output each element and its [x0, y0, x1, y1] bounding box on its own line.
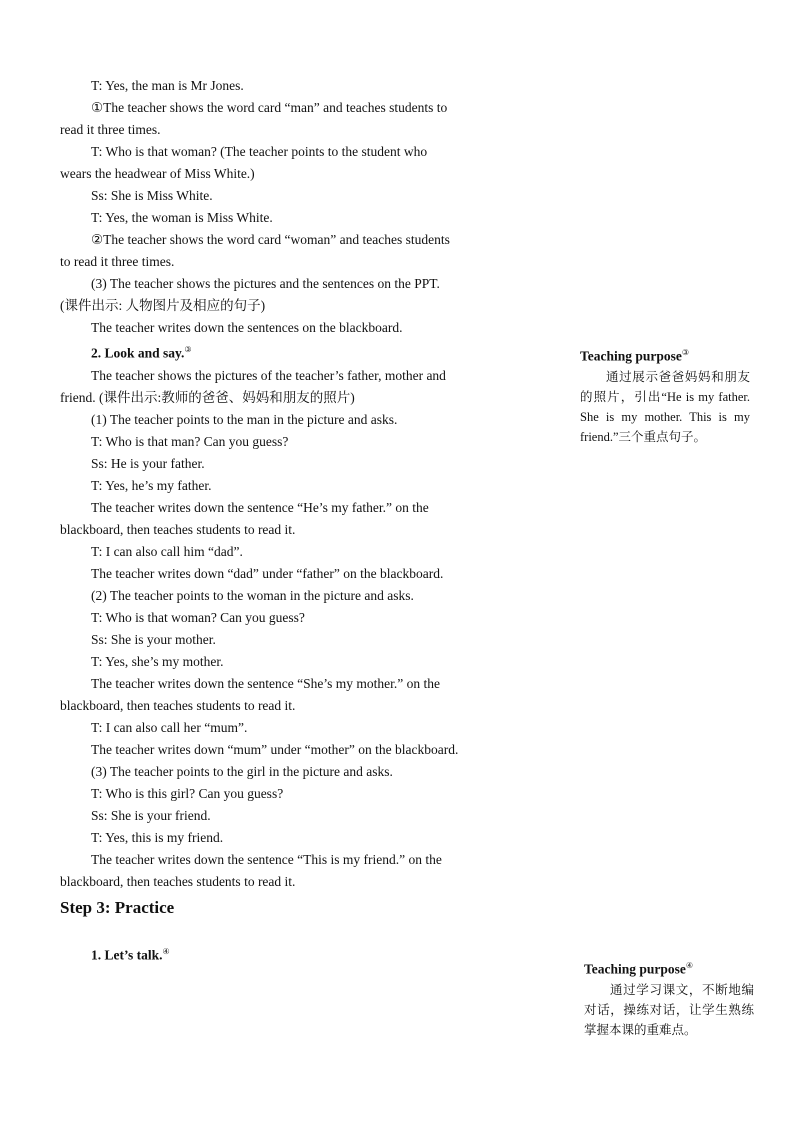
footnote-marker: ④	[162, 946, 170, 956]
note-marker: ④	[685, 961, 694, 970]
body-line: (2) The teacher points to the woman in the picture and asks.	[91, 587, 414, 603]
body-line: to read it three times.	[60, 254, 175, 269]
body-line: T: I can also call him “dad”.	[91, 543, 243, 559]
body-line: The teacher writes down “dad” under “father” on the blackboard.	[91, 565, 444, 581]
body-line: (3) The teacher points to the girl in the picture and asks.	[91, 763, 393, 779]
lesson-body	[60, 75, 528, 966]
note-title: Teaching purpose④	[584, 961, 694, 977]
body-line: The teacher writes down the sentences on the blackboard.	[91, 320, 403, 335]
body-line: Ss: She is Miss White.	[91, 188, 213, 203]
body-line: read it three times.	[60, 122, 161, 137]
subsection-heading: 1. Let’s talk.④	[91, 946, 170, 962]
body-line: blackboard, then teaches students to read it.	[60, 873, 296, 889]
body-line: T: Who is that woman? (The teacher points to the student who	[91, 144, 428, 159]
body-line: ①The teacher shows the word card “man” and teaches students to	[91, 100, 448, 115]
body-line: The teacher writes down “mum” under “mother” on the blackboard.	[91, 741, 459, 757]
note-marker: ③	[681, 348, 690, 357]
note-title: Teaching purpose③	[580, 348, 690, 364]
body-line: friend. (课件出示:教师的爸爸、妈妈和朋友的照片)	[60, 389, 355, 405]
section-heading: Step 3: Practice	[60, 897, 175, 917]
subsection-heading: 2. Look and say.③	[91, 345, 192, 361]
body-line: T: Who is that man? Can you guess?	[91, 433, 289, 449]
note-body: 通过展示爸爸妈妈和朋友的照片，引出“He is my father. She is my mother. This is my friend.”三个重点句子。	[580, 369, 750, 444]
body-line: T: I can also call her “mum”.	[91, 719, 248, 735]
body-line: wears the headwear of Miss White.)	[60, 166, 255, 181]
body-line: (课件出示: 人物图片及相应的句子)	[60, 298, 266, 313]
teaching-purpose-note-4	[584, 956, 754, 1040]
body-line: (1) The teacher points to the man in the picture and asks.	[91, 411, 398, 427]
body-line: blackboard, then teaches students to read it.	[60, 521, 296, 537]
body-line: T: Yes, the man is Mr Jones.	[91, 78, 244, 93]
body-line: Ss: He is your father.	[91, 455, 205, 471]
footnote-marker: ③	[184, 345, 192, 354]
body-line: The teacher writes down the sentence “He’s my father.” on the	[91, 499, 429, 515]
body-line: (3) The teacher shows the pictures and the sentences on the PPT.	[91, 276, 440, 291]
body-line: Ss: She is your friend.	[91, 807, 211, 823]
body-line: Ss: She is your mother.	[91, 631, 216, 647]
body-line: The teacher writes down the sentence “She’s my mother.” on the	[91, 675, 441, 691]
body-line: ②The teacher shows the word card “woman” and teaches students	[91, 232, 450, 247]
body-line: T: Who is that woman? Can you guess?	[91, 609, 305, 625]
body-line: The teacher writes down the sentence “This is my friend.” on the	[91, 851, 442, 867]
body-line: The teacher shows the pictures of the teacher’s father, mother and	[91, 367, 446, 383]
body-line: blackboard, then teaches students to read it.	[60, 697, 296, 713]
teaching-purpose-note-3	[580, 343, 750, 447]
body-line: T: Yes, she’s my mother.	[91, 653, 224, 669]
body-line: T: Yes, this is my friend.	[91, 829, 224, 845]
body-line: T: Yes, the woman is Miss White.	[91, 210, 273, 225]
body-line: T: Who is this girl? Can you guess?	[91, 785, 284, 801]
note-body: 通过学习课文，不断地编对话，操练对话，让学生熟练掌握本课的重难点。	[584, 982, 754, 1037]
body-line: T: Yes, he’s my father.	[91, 477, 212, 493]
